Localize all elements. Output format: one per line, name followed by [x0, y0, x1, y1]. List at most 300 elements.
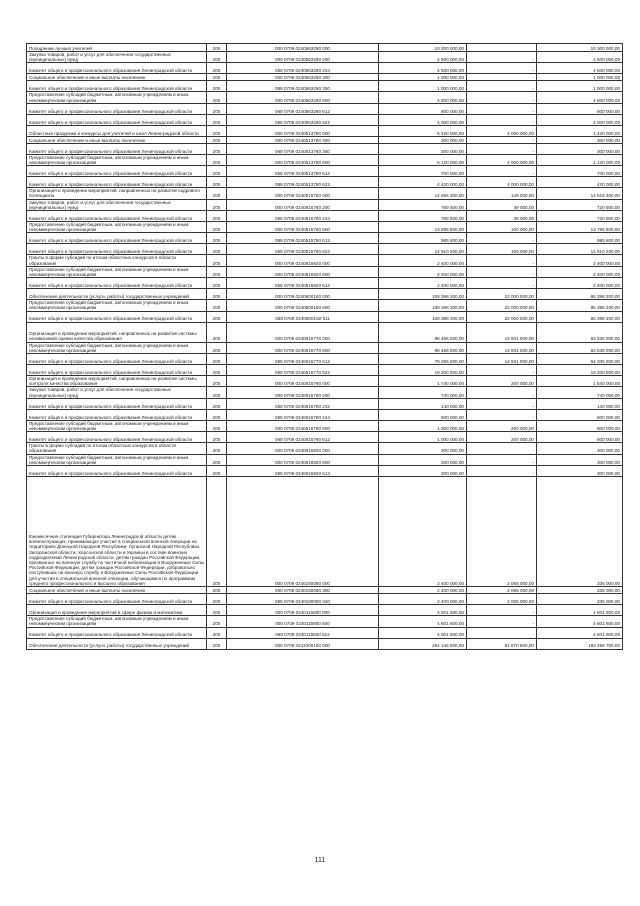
- row-total-cell: 64 335 000,00: [537, 354, 623, 365]
- row-code-cell: 000 0709 0240160060 300: [227, 587, 379, 594]
- row-name-cell: Предоставление субсидий бюджетным, автономным учреждениям и иным некоммерческим организациям: [27, 300, 207, 311]
- row-amount-cell: 4 800 000,00: [379, 92, 467, 103]
- row-name-cell: Комитет общего и профессионального образования Ленинградской области: [27, 244, 207, 255]
- row-vr-cell: 200: [207, 354, 227, 365]
- row-code-cell: 068 0709 0240563290 350: [227, 81, 379, 92]
- row-change-cell: -: [467, 605, 537, 616]
- row-vr-cell: 200: [207, 587, 227, 594]
- row-change-cell: 22 000 000,00: [467, 311, 537, 322]
- row-vr-cell: 200: [207, 81, 227, 92]
- table-row: [27, 398, 623, 409]
- row-name-cell: Комитет общего и профессионального образования Ленинградской области: [27, 409, 207, 420]
- row-change-cell: -: [467, 233, 537, 244]
- row-amount-cell: 108 398 200,00: [379, 289, 467, 300]
- row-name-cell: Комитет общего и профессионального образования Ленинградской области: [27, 627, 207, 638]
- row-name-cell: Комитет общего и профессионального образования Ленинградской области: [27, 365, 207, 376]
- row-vr-cell: 200: [207, 188, 227, 199]
- table-row: [27, 266, 623, 277]
- row-code-cell: 068 0709 0240515760 612: [227, 233, 379, 244]
- row-change-cell: 2 065 000,00: [467, 594, 537, 605]
- row-change-cell: -: [467, 266, 537, 277]
- table-row: [27, 63, 623, 74]
- row-total-cell: 300 000,00: [537, 136, 623, 143]
- row-amount-cell: 5 120 000,00: [379, 154, 467, 165]
- row-total-cell: 192 296 700,00: [537, 638, 623, 649]
- row-code-cell: 000 0709 0240615770 600: [227, 342, 379, 353]
- row-total-cell: 4 500 000,00: [537, 63, 623, 74]
- row-amount-cell: 1 000 000,00: [379, 81, 467, 92]
- budget-table: [26, 43, 623, 650]
- table-row: [27, 616, 623, 627]
- row-vr-cell: 200: [207, 278, 227, 289]
- row-amount-cell: 4 420 000,00: [379, 177, 467, 188]
- row-change-cell: 14 931 000,00: [467, 342, 537, 353]
- row-total-cell: 300 000,00: [537, 443, 623, 454]
- row-name-cell: Предоставление субсидий бюджетным, автономным учреждениям и иным некоммерческим организациям: [27, 222, 207, 233]
- row-total-cell: 720 500,00: [537, 211, 623, 222]
- row-name-cell: Комитет общего и профессионального образования Ленинградской области: [27, 177, 207, 188]
- row-vr-cell: 200: [207, 376, 227, 387]
- table-row: [27, 477, 623, 587]
- row-amount-cell: 5 420 000,00: [379, 125, 467, 136]
- row-change-cell: -: [467, 52, 537, 63]
- row-vr-cell: 200: [207, 409, 227, 420]
- row-name-cell: Предоставление субсидий бюджетным, автономным учреждениям и иным некоммерческим организациям: [27, 342, 207, 353]
- row-code-cell: 068 0709 0240615780 242: [227, 398, 379, 409]
- row-amount-cell: 300 000,00: [379, 466, 467, 477]
- table-row: [27, 594, 623, 605]
- row-total-cell: 300 000,00: [537, 143, 623, 154]
- row-name-cell: Ежемесячная стипендия Губернатора Ленинградской области детям военнослужащих, принимающих участие в специальной военной операции на территориях Донецкой Народной Республики, Луганской Народной Республики, Запорожской области, Херсонской области и Украины в составе воинских подразделений Ленинградской области, детям граждан Российской Федерации, призванных на военную службу по частичной мобилизации в Вооруженные Силы Российской Федерации, детям граждан Российской Федерации, добровольно поступивших на военную службу в Вооруженные Силы Российской Федерации для участия в специальной военной операции, обучающимся по программам среднего профессионального и высшего образования: [27, 477, 207, 587]
- row-name-cell: Социальное обеспечение и иные выплаты населению: [27, 136, 207, 143]
- row-change-cell: -: [467, 409, 537, 420]
- row-code-cell: 068 0709 0240615770 622: [227, 365, 379, 376]
- row-change-cell: -: [467, 136, 537, 143]
- row-code-cell: 068 0709 0240615920 613: [227, 466, 379, 477]
- table-row: [27, 322, 623, 342]
- row-change-cell: 4 000 000,00: [467, 177, 537, 188]
- row-total-cell: 4 800 000,00: [537, 92, 623, 103]
- row-vr-cell: 200: [207, 454, 227, 465]
- table-row: [27, 300, 623, 311]
- row-change-cell: 100 000,00: [467, 222, 537, 233]
- row-change-cell: 149 000,00: [467, 188, 537, 199]
- table-row: [27, 154, 623, 165]
- table-row: [27, 278, 623, 289]
- row-code-cell: 000 0709 0240563290 600: [227, 92, 379, 103]
- row-amount-cell: 140 000,00: [379, 398, 467, 409]
- row-amount-cell: 4 601 600,00: [379, 627, 467, 638]
- row-name-cell: Комитет общего и профессионального образования Ленинградской области: [27, 211, 207, 222]
- row-code-cell: 000 0709 0240615920 600: [227, 454, 379, 465]
- row-total-cell: 14 516 300,00: [537, 188, 623, 199]
- row-total-cell: 86 398 200,00: [537, 289, 623, 300]
- row-code-cell: 000 0709 0240515760 600: [227, 222, 379, 233]
- row-name-cell: Предоставление субсидий бюджетным, автономным учреждениям и иным некоммерческим организациям: [27, 266, 207, 277]
- row-change-cell: 200 000,00: [467, 376, 537, 387]
- row-vr-cell: 200: [207, 44, 227, 52]
- row-name-cell: Комитет общего и профессионального образования Ленинградской области: [27, 143, 207, 154]
- row-total-cell: 2 400 000,00: [537, 266, 623, 277]
- row-name-cell: Предоставление субсидий бюджетным, автономным учреждениям и иным некоммерческим организациям: [27, 454, 207, 465]
- row-code-cell: 068 0709 0240563290 622: [227, 114, 379, 125]
- row-vr-cell: 200: [207, 477, 227, 587]
- row-vr-cell: 200: [207, 114, 227, 125]
- row-amount-cell: 769 500,00: [379, 211, 467, 222]
- row-code-cell: 068 0709 0240515920 612: [227, 278, 379, 289]
- table-row: [27, 638, 623, 649]
- row-vr-cell: 200: [207, 244, 227, 255]
- row-total-cell: 12 810 200,00: [537, 244, 623, 255]
- row-total-cell: 700 000,00: [537, 166, 623, 177]
- row-total-cell: 4 000 000,00: [537, 114, 623, 125]
- table-row: [27, 289, 623, 300]
- row-amount-cell: 108 398 200,00: [379, 311, 467, 322]
- table-row: [27, 420, 623, 431]
- row-amount-cell: 800 000,00: [379, 103, 467, 114]
- row-change-cell: -: [467, 81, 537, 92]
- row-code-cell: 068 0709 0240513780 612: [227, 166, 379, 177]
- row-name-cell: Закупка товаров, работ и услуг для обеспечения государственных (муниципальных) нужд: [27, 387, 207, 398]
- table-row: [27, 627, 623, 638]
- row-amount-cell: 2 400 000,00: [379, 594, 467, 605]
- row-total-cell: 1 000 000,00: [537, 81, 623, 92]
- row-amount-cell: 700 000,00: [379, 166, 467, 177]
- table-row: [27, 311, 623, 322]
- row-total-cell: 83 535 000,00: [537, 322, 623, 342]
- row-name-cell: Социальное обеспечение и иные выплаты населению: [27, 587, 207, 594]
- row-vr-cell: 200: [207, 74, 227, 81]
- row-total-cell: 1 120 000,00: [537, 154, 623, 165]
- row-name-cell: Предоставление субсидий бюджетным, автономным учреждениям и иным некоммерческим организациям: [27, 154, 207, 165]
- row-name-cell: Комитет общего и профессионального образования Ленинградской области: [27, 398, 207, 409]
- row-name-cell: Организация и проведение мероприятий, направленных на развитие системы контроля качества образования: [27, 376, 207, 387]
- row-name-cell: Комитет общего и профессионального образования Ленинградской области: [27, 311, 207, 322]
- row-total-cell: 4 601 600,00: [537, 627, 623, 638]
- row-total-cell: 335 000,00: [537, 594, 623, 605]
- row-name-cell: Организация и проведение мероприятий, направленных на развитие системы независимой оценки качества образования: [27, 322, 207, 342]
- row-vr-cell: 200: [207, 233, 227, 244]
- row-total-cell: 19 200 000,00: [537, 365, 623, 376]
- row-vr-cell: 200: [207, 605, 227, 616]
- row-amount-cell: 108 398 200,00: [379, 300, 467, 311]
- row-change-cell: -: [467, 255, 537, 266]
- row-change-cell: 14 931 000,00: [467, 354, 537, 365]
- row-amount-cell: 98 466 000,00: [379, 322, 467, 342]
- table-row: [27, 342, 623, 353]
- row-amount-cell: 985 600,00: [379, 233, 467, 244]
- table-row: [27, 587, 623, 594]
- row-name-cell: Комитет общего и профессионального образования Ленинградской области: [27, 278, 207, 289]
- row-code-cell: 068 0709 0240600160 611: [227, 311, 379, 322]
- row-vr-cell: 200: [207, 420, 227, 431]
- row-amount-cell: 1 000 000,00: [379, 74, 467, 81]
- row-change-cell: 4 000 000,00: [467, 154, 537, 165]
- row-vr-cell: 200: [207, 154, 227, 165]
- row-total-cell: 985 600,00: [537, 233, 623, 244]
- row-change-cell: 2 065 000,00: [467, 477, 537, 587]
- row-vr-cell: 200: [207, 300, 227, 311]
- table-row: [27, 92, 623, 103]
- row-total-cell: 800 000,00: [537, 103, 623, 114]
- row-change-cell: 61 870 800,00: [467, 638, 537, 649]
- page-number: 111: [314, 857, 326, 864]
- row-name-cell: Закупка товаров, работ и услуг для обеспечения государственных (муниципальных) нужд: [27, 52, 207, 63]
- row-amount-cell: 1 000 000,00: [379, 420, 467, 431]
- row-amount-cell: 300 000,00: [379, 443, 467, 454]
- row-amount-cell: 300 000,00: [379, 454, 467, 465]
- table-row: [27, 365, 623, 376]
- table-row: [27, 136, 623, 143]
- row-code-cell: 000 0709 0240563290 000: [227, 44, 379, 52]
- row-change-cell: -: [467, 443, 537, 454]
- row-vr-cell: 200: [207, 638, 227, 649]
- table-row: [27, 177, 623, 188]
- row-vr-cell: 200: [207, 143, 227, 154]
- row-vr-cell: 200: [207, 222, 227, 233]
- row-code-cell: 000 0709 0240615780 200: [227, 387, 379, 398]
- table-row: [27, 233, 623, 244]
- row-total-cell: 4 601 600,00: [537, 605, 623, 616]
- row-total-cell: 800 000,00: [537, 432, 623, 443]
- row-change-cell: -: [467, 63, 537, 74]
- row-change-cell: 100 000,00: [467, 244, 537, 255]
- row-vr-cell: 200: [207, 211, 227, 222]
- row-amount-cell: 4 500 000,00: [379, 52, 467, 63]
- row-change-cell: 49 000,00: [467, 199, 537, 210]
- row-code-cell: 000 0709 0240563290 300: [227, 74, 379, 81]
- row-total-cell: 335 000,00: [537, 477, 623, 587]
- row-code-cell: 000 0709 0240600160 600: [227, 300, 379, 311]
- row-name-cell: Обеспечение деятельности (услуги, работы) государственных учреждений: [27, 289, 207, 300]
- row-code-cell: 068 0709 0240513780 350: [227, 143, 379, 154]
- row-amount-cell: 300 000,00: [379, 136, 467, 143]
- row-total-cell: 1 420 000,00: [537, 125, 623, 136]
- table-row: [27, 244, 623, 255]
- row-change-cell: 22 000 000,00: [467, 300, 537, 311]
- row-amount-cell: 19 200 000,00: [379, 365, 467, 376]
- row-name-cell: Комитет общего и профессионального образования Ленинградской области: [27, 432, 207, 443]
- row-code-cell: 000 0709 0240615920 000: [227, 443, 379, 454]
- row-change-cell: -: [467, 627, 537, 638]
- row-code-cell: 068 0709 0240115800 612: [227, 627, 379, 638]
- row-change-cell: -: [467, 92, 537, 103]
- row-amount-cell: 740 000,00: [379, 387, 467, 398]
- row-change-cell: -: [467, 387, 537, 398]
- row-name-cell: Предоставление субсидий бюджетным, автономным учреждениям и иным некоммерческим организациям: [27, 616, 207, 627]
- row-total-cell: 86 398 200,00: [537, 300, 623, 311]
- row-total-cell: 600 000,00: [537, 409, 623, 420]
- row-change-cell: -: [467, 616, 537, 627]
- row-vr-cell: 200: [207, 255, 227, 266]
- row-vr-cell: 200: [207, 466, 227, 477]
- row-vr-cell: 200: [207, 432, 227, 443]
- row-code-cell: 000 0709 0240115800 600: [227, 616, 379, 627]
- row-code-cell: 000 0709 0240600160 000: [227, 289, 379, 300]
- row-vr-cell: 200: [207, 199, 227, 210]
- row-change-cell: -: [467, 114, 537, 125]
- row-code-cell: 000 0709 0240615780 000: [227, 376, 379, 387]
- row-amount-cell: 4 601 600,00: [379, 605, 467, 616]
- row-name-cell: Комитет общего и профессионального образования Ленинградской области: [27, 114, 207, 125]
- row-vr-cell: 200: [207, 322, 227, 342]
- row-code-cell: 068 0709 0240615770 612: [227, 354, 379, 365]
- row-name-cell: Организация и проведение мероприятий в сфере физики и математики: [27, 605, 207, 616]
- row-code-cell: 000 0709 0240515920 600: [227, 266, 379, 277]
- table-row: [27, 44, 623, 52]
- row-change-cell: 200 000,00: [467, 432, 537, 443]
- row-vr-cell: 200: [207, 443, 227, 454]
- row-amount-cell: 4 500 000,00: [379, 63, 467, 74]
- row-code-cell: 000 0709 0241000160 000: [227, 638, 379, 649]
- row-name-cell: Обеспечение деятельности (услуги, работы) государственных учреждений: [27, 638, 207, 649]
- row-amount-cell: 4 601 600,00: [379, 616, 467, 627]
- table-row: [27, 605, 623, 616]
- row-change-cell: -: [467, 466, 537, 477]
- row-change-cell: 49 000,00: [467, 211, 537, 222]
- row-amount-cell: 10 300 000,00: [379, 44, 467, 52]
- row-total-cell: 420 000,00: [537, 177, 623, 188]
- row-vr-cell: 200: [207, 365, 227, 376]
- row-amount-cell: 98 466 000,00: [379, 342, 467, 353]
- row-name-cell: Организация и проведение мероприятий, направленных на развитие кадрового потенциала: [27, 188, 207, 199]
- row-vr-cell: 200: [207, 52, 227, 63]
- table-row: [27, 81, 623, 92]
- row-vr-cell: 200: [207, 387, 227, 398]
- row-total-cell: 800 000,00: [537, 420, 623, 431]
- row-change-cell: [467, 44, 537, 52]
- table-row: [27, 199, 623, 210]
- row-code-cell: 068 0709 0240515760 622: [227, 244, 379, 255]
- row-total-cell: 4 601 600,00: [537, 616, 623, 627]
- row-change-cell: -: [467, 143, 537, 154]
- row-total-cell: 140 000,00: [537, 398, 623, 409]
- row-change-cell: -: [467, 166, 537, 177]
- row-name-cell: Предоставление субсидий бюджетным, автономным учреждениям и иным некоммерческим организациям: [27, 420, 207, 431]
- row-change-cell: 22 000 000,00: [467, 289, 537, 300]
- table-row: [27, 409, 623, 420]
- row-code-cell: 068 0709 0240563290 244: [227, 63, 379, 74]
- row-vr-cell: 200: [207, 92, 227, 103]
- row-code-cell: 000 0709 0240513780 600: [227, 154, 379, 165]
- row-code-cell: 000 0709 0240515760 000: [227, 188, 379, 199]
- row-amount-cell: 1 740 000,00: [379, 376, 467, 387]
- row-name-cell: Комитет общего и профессионального образования Ленинградской области: [27, 233, 207, 244]
- row-code-cell: 000 0709 0240115800 000: [227, 605, 379, 616]
- row-total-cell: 2 400 000,00: [537, 278, 623, 289]
- row-code-cell: 068 0709 0240515760 244: [227, 211, 379, 222]
- row-name-cell: Комитет общего и профессионального образования Ленинградской области: [27, 81, 207, 92]
- row-change-cell: 2 065 000,00: [467, 587, 537, 594]
- row-vr-cell: 200: [207, 166, 227, 177]
- row-amount-cell: 2 400 000,00: [379, 266, 467, 277]
- row-total-cell: 1 000 000,00: [537, 74, 623, 81]
- table-row: [27, 52, 623, 63]
- row-change-cell: 4 000 000,00: [467, 125, 537, 136]
- table-row: [27, 188, 623, 199]
- row-total-cell: 83 535 000,00: [537, 342, 623, 353]
- row-name-cell: Поощрение лучших учителей: [27, 44, 207, 52]
- row-name-cell: Комитет общего и профессионального образования Ленинградской области: [27, 594, 207, 605]
- row-code-cell: 000 0709 0240513780 000: [227, 125, 379, 136]
- row-vr-cell: 200: [207, 289, 227, 300]
- row-vr-cell: 200: [207, 136, 227, 143]
- row-name-cell: Комитет общего и профессионального образования Ленинградской области: [27, 166, 207, 177]
- row-total-cell: 86 398 200,00: [537, 311, 623, 322]
- row-name-cell: Предоставление субсидий бюджетным, автономным учреждениям и иным некоммерческим организациям: [27, 92, 207, 103]
- row-name-cell: Закупка товаров, работ и услуг для обеспечения государственных (муниципальных) нужд: [27, 199, 207, 210]
- row-code-cell: 068 0709 0240563290 612: [227, 103, 379, 114]
- row-change-cell: 14 931 000,00: [467, 322, 537, 342]
- row-vr-cell: 200: [207, 398, 227, 409]
- table-row: [27, 211, 623, 222]
- row-amount-cell: 2 400 000,00: [379, 477, 467, 587]
- row-amount-cell: 4 000 000,00: [379, 114, 467, 125]
- row-name-cell: Гранты в форме субсидий по итогам областных конкурсов в области образования: [27, 443, 207, 454]
- row-amount-cell: 254 146 500,00: [379, 638, 467, 649]
- row-change-cell: -: [467, 74, 537, 81]
- row-amount-cell: 300 000,00: [379, 143, 467, 154]
- table-row: [27, 143, 623, 154]
- table-row: [27, 255, 623, 266]
- row-vr-cell: 200: [207, 103, 227, 114]
- table-row: [27, 443, 623, 454]
- row-total-cell: 2 400 000,00: [537, 255, 623, 266]
- row-total-cell: 1 540 000,00: [537, 376, 623, 387]
- row-name-cell: Социальное обеспечение и иные выплаты населению: [27, 74, 207, 81]
- row-change-cell: 200 000,00: [467, 420, 537, 431]
- row-vr-cell: 200: [207, 266, 227, 277]
- row-name-cell: Комитет общего и профессионального образования Ленинградской области: [27, 466, 207, 477]
- row-total-cell: 300 000,00: [537, 466, 623, 477]
- row-code-cell: 000 0709 0240160060 000: [227, 477, 379, 587]
- row-amount-cell: 13 895 800,00: [379, 222, 467, 233]
- row-code-cell: 068 0709 0240513780 622: [227, 177, 379, 188]
- row-change-cell: -: [467, 278, 537, 289]
- row-vr-cell: 200: [207, 311, 227, 322]
- row-name-cell: Комитет общего и профессионального образования Ленинградской области: [27, 63, 207, 74]
- table-row: [27, 125, 623, 136]
- row-amount-cell: 2 400 000,00: [379, 587, 467, 594]
- row-code-cell: 000 0709 0240615770 000: [227, 322, 379, 342]
- row-code-cell: 000 0709 0240563290 200: [227, 52, 379, 63]
- row-code-cell: 068 0709 0240615780 244: [227, 409, 379, 420]
- row-code-cell: 000 0709 0240513780 300: [227, 136, 379, 143]
- row-change-cell: -: [467, 103, 537, 114]
- row-name-cell: Гранты в форме субсидий по итогам областных конкурсов в области образования: [27, 255, 207, 266]
- row-amount-cell: 600 000,00: [379, 409, 467, 420]
- row-code-cell: 068 0709 0240160060 340: [227, 594, 379, 605]
- table-row: [27, 222, 623, 233]
- row-code-cell: 000 0709 0240615780 600: [227, 420, 379, 431]
- row-name-cell: Комитет общего и профессионального образования Ленинградской области: [27, 103, 207, 114]
- row-vr-cell: 200: [207, 177, 227, 188]
- row-amount-cell: 769 500,00: [379, 199, 467, 210]
- row-total-cell: 740 000,00: [537, 387, 623, 398]
- row-amount-cell: 1 000 000,00: [379, 432, 467, 443]
- row-total-cell: 13 795 800,00: [537, 222, 623, 233]
- row-total-cell: 4 500 000,00: [537, 52, 623, 63]
- row-vr-cell: 200: [207, 627, 227, 638]
- row-vr-cell: 200: [207, 594, 227, 605]
- row-total-cell: 335 000,00: [537, 587, 623, 594]
- row-code-cell: 000 0709 0240515920 000: [227, 255, 379, 266]
- table-row: [27, 114, 623, 125]
- table-row: [27, 387, 623, 398]
- row-amount-cell: 12 910 200,00: [379, 244, 467, 255]
- row-code-cell: 068 0709 0240615780 612: [227, 432, 379, 443]
- row-total-cell: 300 000,00: [537, 454, 623, 465]
